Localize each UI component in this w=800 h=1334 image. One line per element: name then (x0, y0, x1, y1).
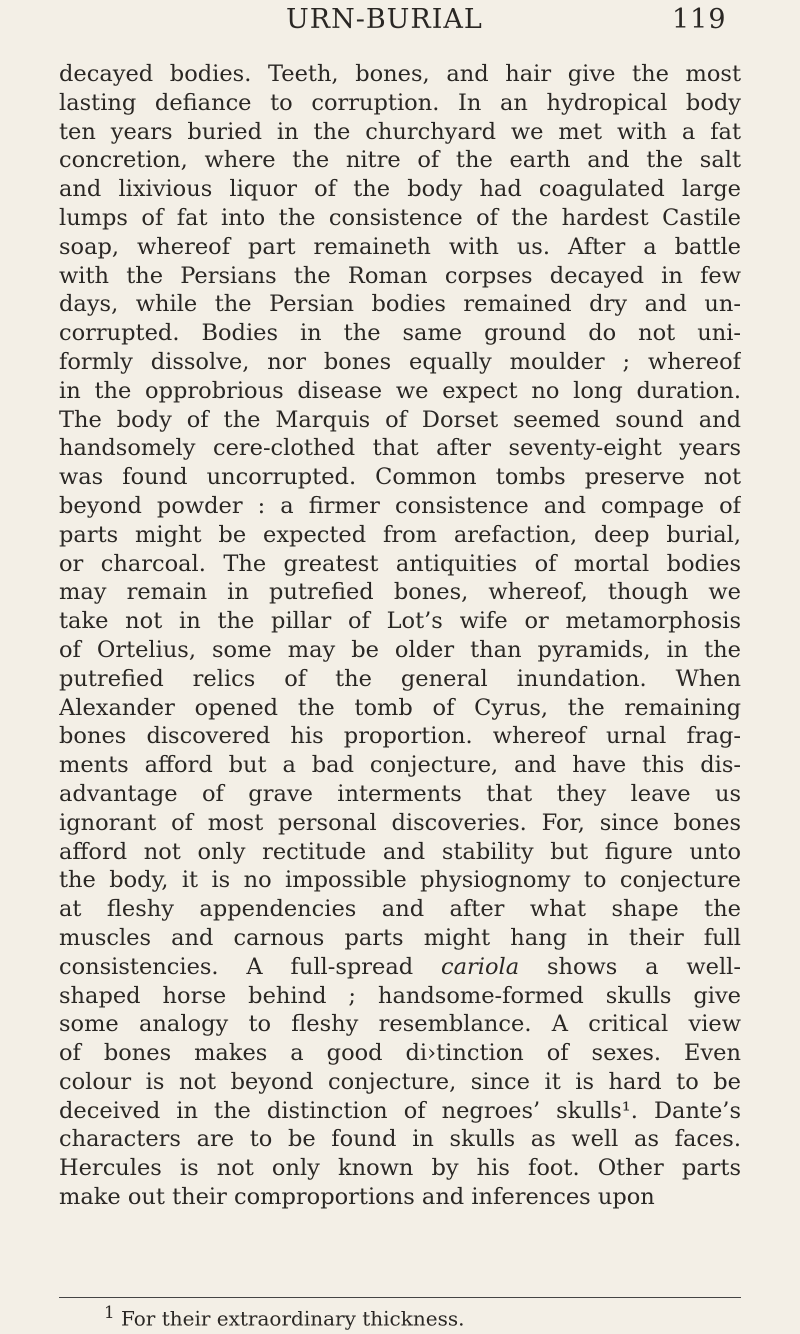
text-line: bones discovered his proportion. whereof urnal frag- (59, 723, 741, 750)
text-line: corrupted. Bodies in the same ground do not uni- (59, 320, 741, 347)
body-text (59, 60, 741, 1212)
running-title: URN-BURIAL (286, 4, 483, 35)
text-line: may remain in putrefied bones, whereof, though we (59, 579, 741, 606)
text-line: Alexander opened the tomb of Cyrus, the remaining (59, 694, 741, 721)
text-line: take not in the pillar of Lot’s wife or metamorphosis (59, 608, 741, 635)
text-line: concretion, where the nitre of the earth and the salt (59, 147, 741, 174)
text-line: muscles and carnous parts might hang in their full (59, 924, 741, 951)
text-line: beyond powder : a firmer consistence and compage of (59, 492, 741, 519)
text-line: ments afford but a bad conjecture, and have this dis- (59, 752, 741, 779)
text-line: characters are to be found in skulls as well as faces. (59, 1126, 741, 1153)
text-line: handsomely cere-clothed that after seventy-eight years (59, 435, 741, 462)
page-header (0, 4, 800, 44)
text-line: formly dissolve, nor bones equally moulder ; whereof (59, 348, 741, 375)
text-line: ten years buried in the churchyard we met with a fat (59, 118, 741, 145)
text-line: colour is not beyond conjecture, since it is hard to be (59, 1068, 741, 1095)
text-line: putrefied relics of the general inundation. When (59, 665, 741, 692)
text-line: afford not only rectitude and stability but figure unto (59, 838, 741, 865)
text-line: deceived in the distinction of negroes’ skulls¹. Dante’s (59, 1097, 741, 1124)
text-line: some analogy to fleshy resemblance. A critical view (59, 1011, 741, 1038)
text-line: shaped horse behind ; handsome-formed skulls give (59, 982, 741, 1009)
text-line: soap, whereof part remaineth with us. After a battle (59, 233, 741, 260)
text-line: Hercules is not only known by his foot. Other parts (59, 1155, 741, 1182)
text-line: at fleshy appendencies and after what shape the (59, 896, 741, 923)
text-line: was found uncorrupted. Common tombs preserve not (59, 464, 741, 491)
text-line: in the opprobrious disease we expect no long duration. (59, 377, 741, 404)
text-line: decayed bodies. Teeth, bones, and hair give the most (59, 61, 741, 87)
text-line: parts might be expected from arefaction, deep burial, (59, 521, 741, 548)
text-line: and lixivious liquor of the body had coagulated large (59, 176, 741, 203)
footnote-text: For their extraordinary thickness. (120, 1306, 465, 1331)
text-line: of bones makes a good di›tinction of sexes. Even (59, 1040, 741, 1067)
text-line: The body of the Marquis of Dorset seemed sound and (59, 406, 741, 433)
text-line: with the Persians the Roman corpses decayed in few (59, 262, 741, 289)
text-line: days, while the Persian bodies remained dry and un- (59, 291, 741, 318)
text-line: the body, it is no impossible physiognomy to conjecture (59, 867, 741, 894)
text-line: or charcoal. The greatest antiquities of mortal bodies (59, 550, 741, 577)
text-line: lumps of fat into the consistence of the hardest Castile (59, 204, 741, 231)
footnote-marker: 1 (104, 1303, 115, 1322)
footnote-rule (59, 1297, 741, 1298)
footnote (104, 1300, 464, 1332)
text-line: of Ortelius, some may be older than pyramids, in the (59, 636, 741, 663)
text-line: consistencies. A full-spread cariola shows a well- (59, 953, 741, 980)
text-line: ignorant of most personal discoveries. For, since bones (59, 809, 741, 836)
text-line: advantage of grave interments that they leave us (59, 780, 741, 807)
page-number: 119 (672, 4, 727, 35)
text-line: lasting defiance to corruption. In an hydropical body (59, 89, 741, 116)
text-line: make out their comproportions and inferences upon (59, 1184, 655, 1211)
italic-term: cariola (440, 953, 520, 980)
